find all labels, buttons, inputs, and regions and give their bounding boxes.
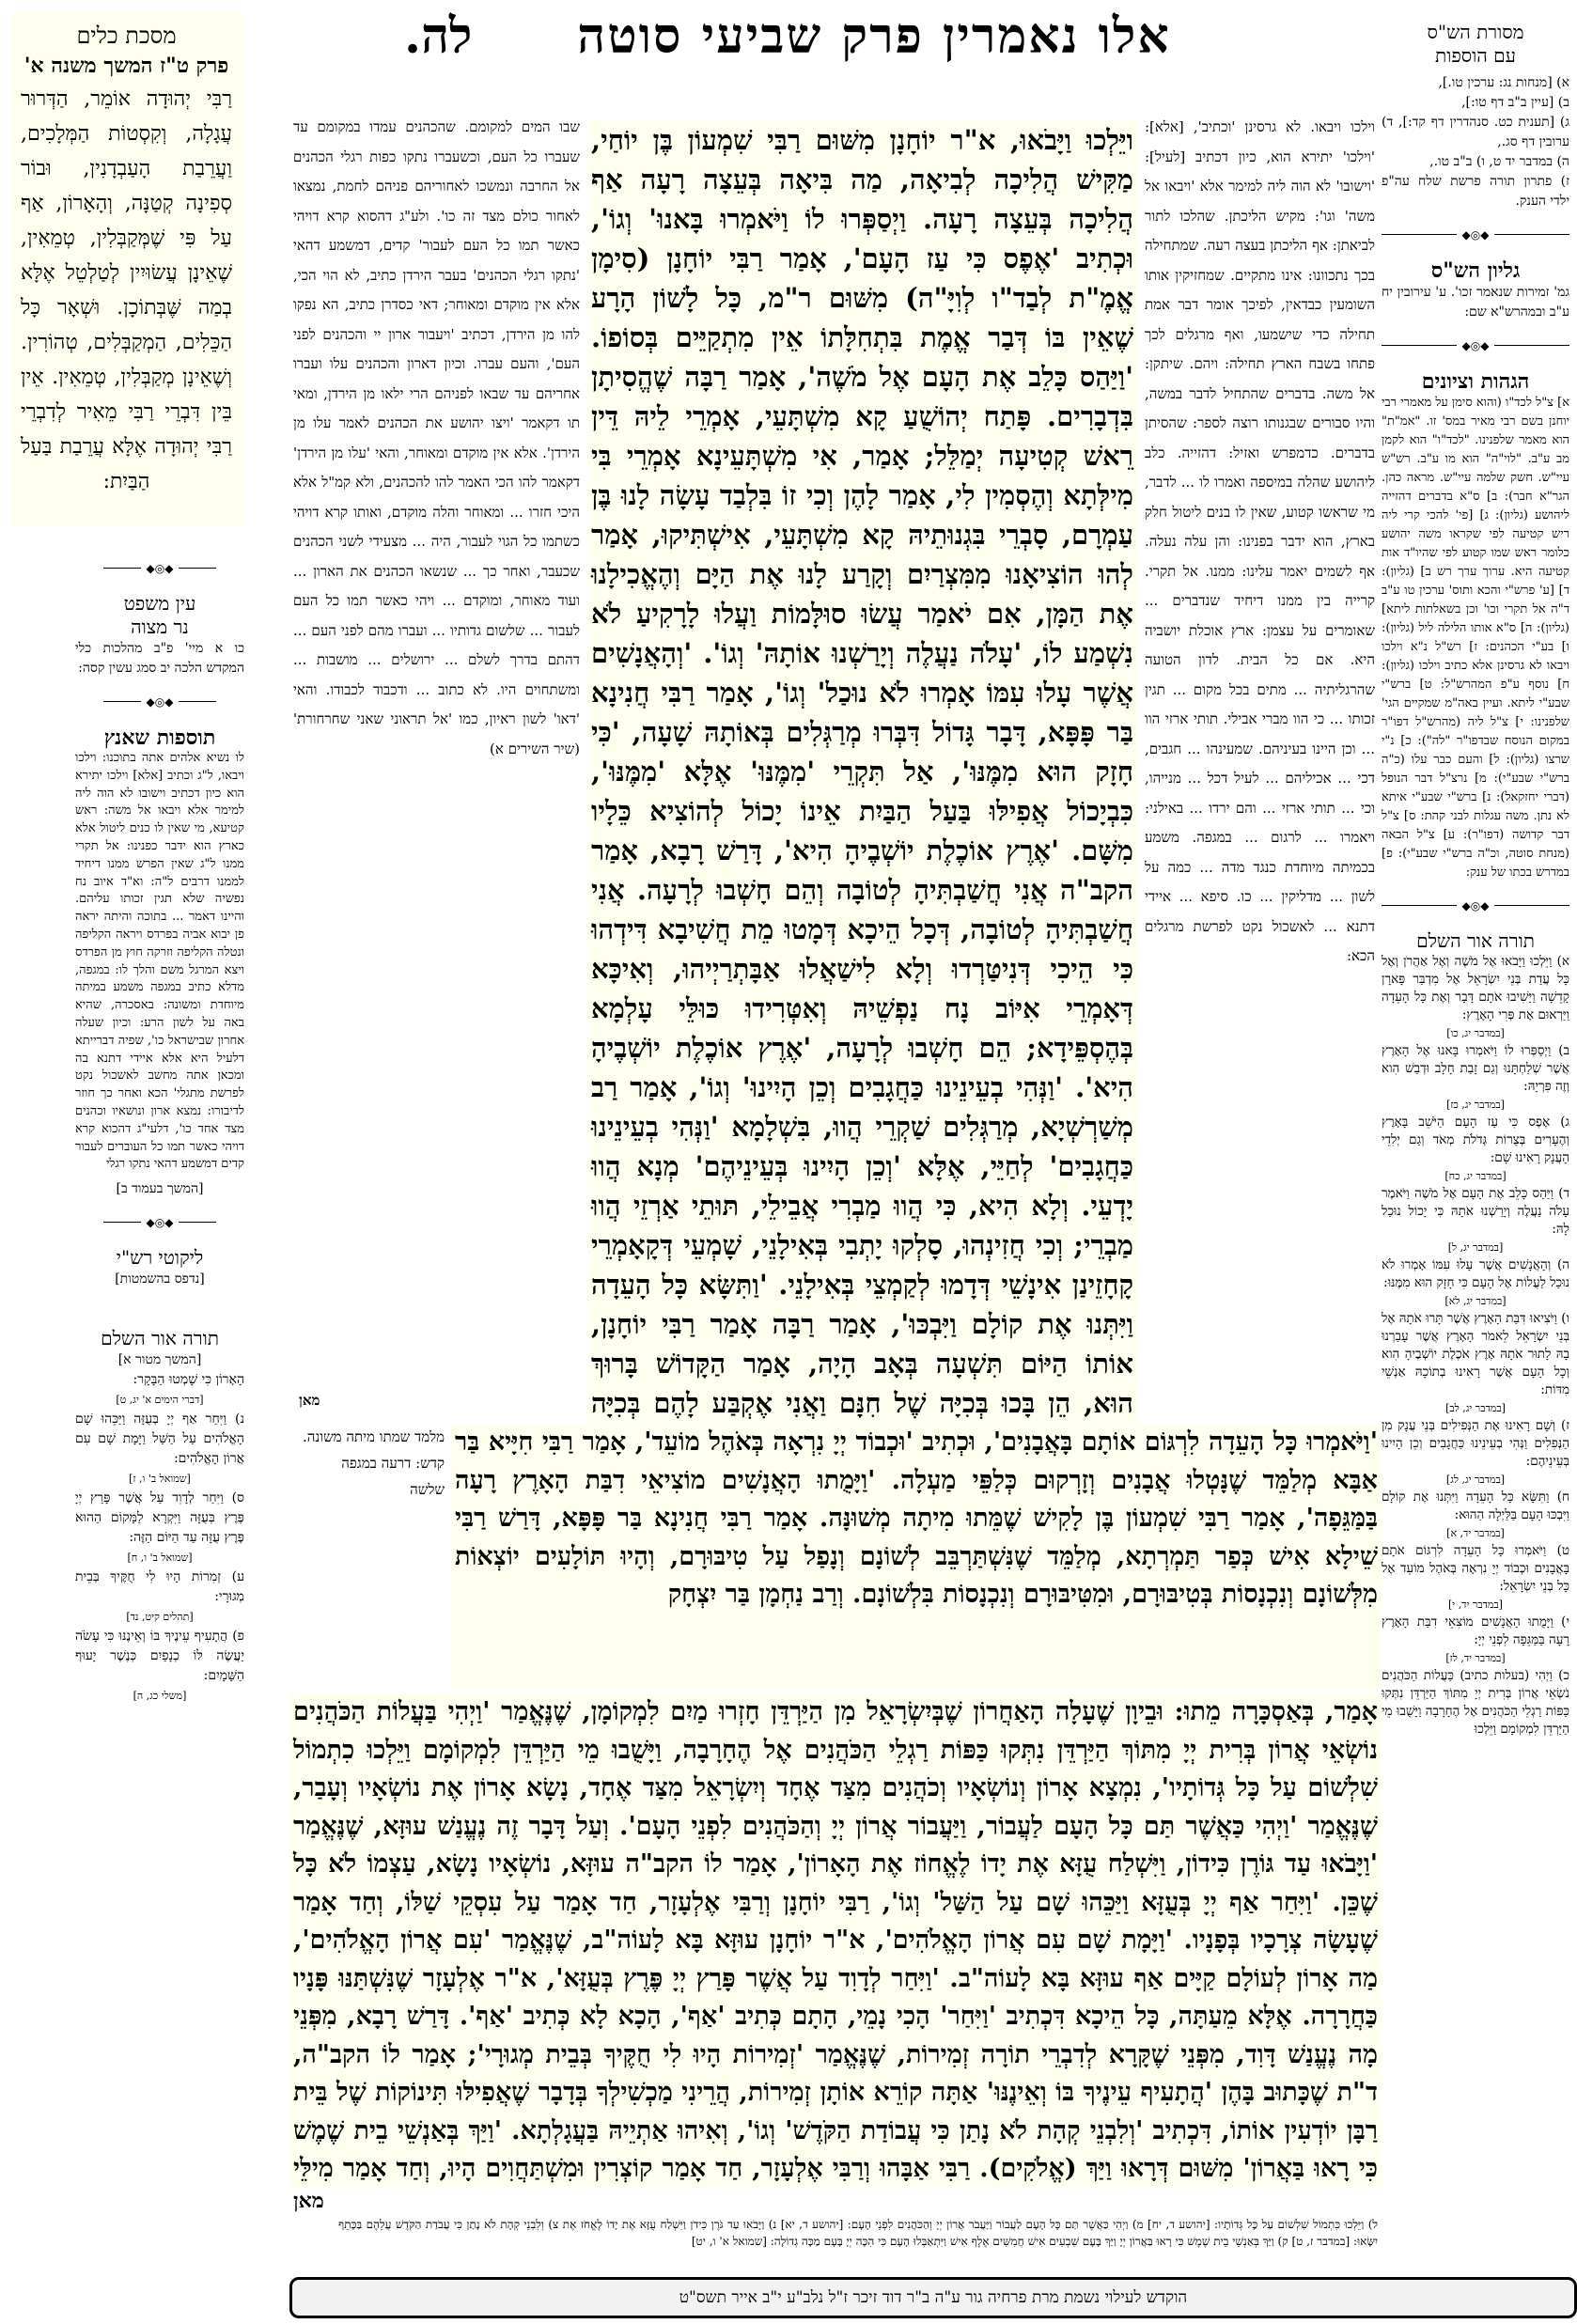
ornament-divider xyxy=(1382,339,1569,352)
torah-or-entry xyxy=(1382,1042,1569,1114)
torah-or-entry xyxy=(75,1489,244,1568)
torah-or-left-entries xyxy=(75,1370,244,1706)
torah-or-title: תורה אור השלם xyxy=(1416,929,1535,952)
rashi-commentary: וילכו ויבאו. לא גרסינן 'וכתיב', [אלא]: 'וילכו' יתירא הוא, כיון דכתיב [לעיל]: 'וישובו' לא הוה ליה למימר אלא 'ויבאו אל משה' וגו': מקיש הליכתן. שהלכו לתור לביאתן: אף הליכתן בעצה רעה. שמתחילה בכך נתכוונו: אינו מתקיים. שמחזיקין אותו השומעין כבדאין, לפיכך אומר דבר אמת תחילה כדי שישמעו, ואף מרגלים לכך פתחו בשבח הארץ תחילה: ויהם. שיתקן: אל משה. בדברים שהתחיל לדבר במשה, והיו סבורים שבגנותו רוצה לספר: שהסיתן בדברים. כדמפרש ואזיל: דהזייה. כלב ליהושע שהלה במיספה ואמרו לו ... לדבר, מי שראשו קטוע, שאין לו בנים ליטול חלק בארץ, הוא ידבר בפנינו: והן עלה נעלה. אף לשמים יאמר עלינו: ממנו. אל תקרי. קרייה בין ממנו דיחיד שנדברים ... שאומרים על עצמן: ארץ אוכלת יושביה היא. אם כל הבית. לדון הטועה שהרגליתיה ... מתים בכל מקום ... תגין זכותו ... כי הוו מברי אבילי. תותי ארזי הוו ... וכן היינו בעיניהם. שמעינהו ... חגבים, דכי ... אכיליהם ... לעיל דכל ... מנייהו, וכי ... תותי ארזי ... והם ירדו ... באילני: ויאמרו ... לרגום ... במגפה. משמע בכמיתה מיוחדת כנגד מדה ... כמה על לשון ... מדליקין ... כו. סיפא ... איידי דתנא ... לאשכול נקט לפרשת מרגלים הכא: xyxy=(1145,118,1375,964)
verse-text: ב) וַיְסַפְּרוּ לוֹ וַיֹּאמְרוּ בָּאנוּ אֶל הָאָרֶץ אֲשֶׁר שְׁלַחְתָּנוּ וְגַם זָבַת חָלָב וּדְבַשׁ הִוא וְזֶה פִּרְיָהּ: xyxy=(1382,1043,1569,1094)
torah-or-entry xyxy=(75,1627,244,1706)
verse-reference: [משלי כג, ה] xyxy=(133,1690,187,1703)
gemara-text-bottom: אָמַר, בְּאַסְכָּרָה מֵתוּ: וּבֵיוָן שֶׁעָלָה הָאַחֲרוֹן שֶׁבְּיִשְׂרָאֵל מִן הַיַּרְדֵּן חָזְרוּ מַיִם לִמְקוֹמָן, שֶׁנֶּאֱמַר 'וַיְהִי בַּעֲלוֹת הַכֹּהֲנִים נוֹשְׂאֵי אֲרוֹן בְּרִית יְיָ מִתּוֹךְ הַיַּרְדֵּן נִתְּקוּ כַּפּוֹת רַגְלֵי הַכֹּהֲנִים אֶל הֶחָרָבָה, וַיָּשֻׁבוּ מֵי הַיַּרְדֵּן לִמְקוֹמָם וַיֵּלְכוּ כִתְמוֹל שִׁלְשׁוֹם עַל כָּל גְּדוֹתָיו', נִמְצָא אָרוֹן וְנוֹשְׂאָיו וְכֹהֲנִים מִצַּד אֶחָד וְיִשְׂרָאֵל מִצַּד אֶחָד, נָשָׂא אָרוֹן אֶת נוֹשְׂאָיו וְעָבַר, שֶׁנֶּאֱמַר 'וַיְהִי כַּאֲשֶׁר תַּם כָּל הָעָם לַעֲבוֹר, וַיַּעֲבוֹר אֲרוֹן יְיָ וְהַכֹּהֲנִים לִפְנֵי הָעָם'. וְעַל דָּבָר זֶה נֶעֱנַשׁ עוּזָּא, שֶׁנֶּאֱמַר 'וַיָּבֹאוּ עַד גּוֹרֶן כִּידוֹן, וַיִּשְׁלַח עֻזָּא אֶת יָדוֹ לֶאֱחוֹז אֶת הָאָרוֹן', אָמַר לוֹ הקב"ה עוּזָּא, נוֹשְׂאָיו נָשָׂא, עַצְמוֹ לֹא כָּל שֶׁכֵּן. 'וַיִּחַר אַף יְיָ בְּעֻזָּא וַיַּכֵּהוּ שָׁם עַל הַשַּׁל' וְגוֹ', רַבִּי יוֹחָנָן וְרַבִּי אֶלְעָזָר, חַד אָמַר עַל עִסְקֵי שַׁלּוֹ, וְחַד אָמַר שֶׁעָשָׂה צְרָכָיו בְּפָנָיו. 'וַיָּמָת שָׁם עִם אֲרוֹן הָאֱלֹהִים', א"ר יוֹחָנָן עוּזָּא בָּא לָעוֹה"ב, שֶׁנֶּאֱמַר 'עִם אֲרוֹן הָאֱלֹהִים', מַה אָרוֹן לְעוֹלָם קַיָּים אַף עוּזָּא בָּא לָעוֹה"ב. 'וַיִּחַר לְדָוִד עַל אֲשֶׁר פָּרַץ יְיָ פֶּרֶץ בְּעֻזָּא', א"ר אֶלְעָזָר שֶׁנִּשְׁתַּנּוּ פָּנָיו כַּחֲרָרָה. אֶלָּא מֵעַתָּה, כָּל הֵיכָא דִּכְתִיב 'וַיִּחַר' הָכִי נָמֵי, הָתָם כְּתִיב 'אַף', הָכָא לָא כְּתִיב 'אַף'. דָּרַשׁ רָבָא, מִפְּנֵי מָה נֶעֱנַשׁ דָּוִד, מִפְּנֵי שֶׁקָּרָא לְדִבְרֵי תוֹרָה זְמִירוֹת, שֶׁנֶּאֱמַר 'זְמִירוֹת הָיוּ לִי חֻקֶּיךָ בְּבֵית מְגוּרָי'; אָמַר לוֹ הקב"ה, ד"ת שֶׁכָּתוּב בָּהֶן 'הֲתָעִיף עֵינֶיךָ בּוֹ וְאֵינֶנּוּ' אַתָּה קוֹרֵא אוֹתָן זְמִירוֹת, הֲרֵינִי מַכְשִׁילְךָ בְּדָבָר שֶׁאֲפִילּוּ תִּינוֹקוֹת שֶׁל בֵּית רַבָּן יוֹדְעִין אוֹתוֹ, דִּכְתִיב 'וְלִבְנֵי קְהָת לֹא נָתַן כִּי עֲבוֹדַת הַקֹּדֶשׁ' וְגוֹ', וְאִיהוּ אַתְיֵיהּ בַּעֲגָלְתָא. 'וַיַּךְ בְּאַנְשֵׁי בֵית שֶׁמֶשׁ כִּי רָאוּ בַּאֲרוֹן' מִשּׁוּם דְּרָאוּ וַיַּךְ (אֱלֹקִים). רַבִּי אַבָּהוּ וְרַבִּי אֶלְעָזָר, חַד אָמַר קוֹצְרִין וּמִשְׁתַּחֲוִים הָיוּ, וְחַד אָמַר מִילֵּי xyxy=(289,1693,1382,2188)
verse-text: ט) וַיֹּאמְרוּ כָּל הָעֵדָה לִרְגּוֹם אֹתָם בָּאֲבָנִים וּכְבוֹד יְיָ נִרְאָה בְּאֹהֶל מוֹעֵד אֶל כָּל בְּנֵי יִשְׂרָאֵל: xyxy=(1382,1543,1569,1594)
verse-reference: [שמואל ב' ו, ז] xyxy=(129,1473,191,1486)
torah-or-entries xyxy=(1382,953,1569,1739)
torah-or-entry xyxy=(1382,1417,1569,1489)
verse-reference: [תהלים קיט, נד] xyxy=(126,1611,194,1624)
ornament-icon: ◆◎◆ xyxy=(141,1216,179,1229)
likutei-rashi-title: ליקוטי רש"י xyxy=(116,1246,204,1270)
gemara-catchword: מאן xyxy=(293,2189,324,2213)
gilyon-title: גליון הש"ס xyxy=(1430,258,1521,283)
dedication-text: הוקדש לעילוי נשמת מרת פרחיה גור ע"ה ב"ר דוד זיכר ז"ל נלב"ע י"ב אייר תשס"ט xyxy=(679,2288,1188,2307)
ornament-icon: ◆◎◆ xyxy=(1457,899,1494,912)
tosafot-melamed xyxy=(289,1424,445,1690)
verse-text: הָאָרוֹן כִּי שָׁמְטוּ הַבָּקָר: xyxy=(133,1372,244,1388)
mesoret-entry: ז) פתרון תורה פרשת שלח עה"פ ילדי הענק. xyxy=(1382,174,1569,209)
torah-or-entry xyxy=(1382,1489,1569,1542)
torah-or-entry xyxy=(1382,953,1569,1042)
torah-or-entry xyxy=(75,1410,244,1489)
tosafot-shantz-title: תוספות שאנץ xyxy=(103,725,216,750)
page-number: לה. xyxy=(404,8,473,65)
gemara-text-middle: 'וַיֹּאמְרוּ כָּל הָעֵדָה לִרְגּוֹם אוֹתָם בָּאֲבָנִים', וּכְתִיב 'וּכְבוֹד יְיָ נִרְאָה בְּאֹהֶל מוֹעֵד', אָמַר רַבִּי חִיָּיא בַּר אַבָּא מְלַמֵּד שֶׁנָּטְלוּ אֲבָנִים וְזָרְקוּם כְּלַפֵּי מַעְלָה. 'וַיָּמֻתוּ הָאֲנָשִׁים מוֹצִיאֵי דִבַּת הָאָרֶץ רָעָה בַּמַּגֵּפָה', אָמַר רַבִּי שִׁמְעוֹן בֶּן לָקִישׁ שֶׁמֵּתוּ מִיתָה מְשׁוּנָּה. אָמַר רַבִּי חֲנִינָא בַּר פָּפָּא, דָּרַשׁ רַבִּי שֵׁילָא אִישׁ כְּפַר תַּמְרְתָא, מְלַמֵּד שֶׁנִּשְׁתַּרְבֵּב לְשׁוֹנָם וְנָפַל עַל טִיבּוּרָם, וְהָיוּ תּוֹלָעִים יוֹצְאוֹת מִלְּשׁוֹנָם וְנִכְנָסוֹת בְּטִיבּוּרָם, וּמִטִּיבּוּרָם וְנִכְנָסוֹת בִּלְשׁוֹנָם. וְרַב נַחְמָן בַּר יִצְחָק xyxy=(451,1424,1382,1690)
verse-reference: [במדבר יג, לג] xyxy=(1445,1474,1506,1486)
torah-or-entry xyxy=(1382,1667,1569,1739)
verse-reference: [דברי הימים א' יג, ט] xyxy=(116,1394,204,1407)
verse-reference: [במדבר יד, לז] xyxy=(1445,1652,1506,1664)
verse-reference: [במדבר יד, י] xyxy=(1448,1599,1503,1611)
mesoret-entry: ה) במדבר יד ט, ו) ב"ב טו., xyxy=(1429,154,1569,169)
torah-or-entry xyxy=(1382,1256,1569,1310)
melamed-text: מלמד שמתו מיתה משונה. קדש: דרעה במגפה xyxy=(302,1428,445,1472)
torah-or-left-continued: [המשך מטור א] xyxy=(117,1352,202,1368)
mesoret-subtitle: עם הוספות xyxy=(1435,44,1516,67)
mesoret-entries xyxy=(1382,73,1569,211)
ornament-divider xyxy=(103,695,216,709)
dedication-footer xyxy=(289,2277,1577,2318)
ornament-icon: ◆◎◆ xyxy=(1457,228,1494,242)
verse-reference: [במדבר יג, כו] xyxy=(1446,1027,1505,1039)
verse-text: ה) וְהָאֲנָשִׁים אֲשֶׁר עָלוּ עִמּוֹ אָמְרוּ לֹא נוּכַל לַעֲלוֹת אֶל הָעָם כִּי חָזָק הוּא מִמֶּנּוּ: xyxy=(1382,1257,1569,1290)
tosafot-shantz-continued: [המשך בעמוד ב] xyxy=(116,1181,204,1197)
ornament-icon: ◆◎◆ xyxy=(141,695,179,709)
bottom-torah-or-notes: ל) וַיֵּלְכוּ כִּתְמוֹל שִׁלְשׁוֹם עַל כָּל גְּדוֹתָיו: [יהושע ד, יח] מ) וַיְהִי כַּאֲשֶׁר תַּם כָּל הָעָם לַעֲבוֹר וַיַּעֲבֹר אֲרוֹן יְיָ וְהַכֹּהֲנִים לִפְנֵי הָעָם: [יהושע ד, יא] נ) וַיָּבֹאוּ עַד גֹּרֶן כִּידֹן וַיִּשְׁלַח עֻזָּא אֶת יָדוֹ לֶאֱחֹז אֶת צ) וְלִבְנֵי קְהָת לֹא נָתַן כִּי עֲבֹדַת הַקֹּדֶשׁ עֲלֵהֶם בַּכָּתֵף יִשָּׂאוּ: [במדבר ז, ט] ק) וַיַּךְ בְּאַנְשֵׁי בֵית שֶׁמֶשׁ כִּי רָאוּ בַּאֲרוֹן יְיָ וַיַּךְ בָּעָם שִׁבְעִים אִישׁ חֲמִשִּׁים אֶלֶף אִישׁ וַיִּתְאַבְּלוּ הָעָם כִּי הִכָּה יְיָ בָּעָם מַכָּה גְדוֹלָה: [שמואל א' ו, יט] xyxy=(338,2218,1378,2248)
ein-mishpat-text: כו א מיי' פ"ב מהלכות כלי המקדש הלכה יב סמג עשין קסה: xyxy=(75,641,244,676)
torah-or-entry xyxy=(1382,1614,1569,1667)
ein-mishpat-subtitle: נר מצוה xyxy=(131,616,189,638)
verse-text: א) וַיֵּלְכוּ וַיָּבֹאוּ אֶל מֹשֶׁה וְאֶל אַהֲרֹן וְאֶל כָּל עֲדַת בְּנֵי יִשְׂרָאֵל אֶל מִדְבַּר פָּארָן קָדֵשָׁה וַיָּשִׁיבוּ אֹתָם דָּבָר וְאֶת כָּל הָעֵדָה וַיַּרְאוּם אֶת פְּרִי הָאָרֶץ: xyxy=(1382,954,1569,1022)
left-margin-column xyxy=(75,545,244,2265)
melamed-catch: שלשה xyxy=(410,1481,445,1498)
likutei-rashi-subtitle: [נדפס בהשמטות] xyxy=(115,1271,205,1287)
tosafot-shantz-text: לו נשיא אלהים אתה בתוכנו: וילכו ויבאו, ל"ג וכתיב [אלא] וילכו יתירא הוא כיון דכתיב וישובו לא הוה ליה למימר אלא ויבאו אל משה: ראש קטיעא, מי שאין לו כנים ליטול אלא כארץ הוא ידבר כפנינו: אל תקרי ממנו ל"ג שאין הפרש ממנו דיחיד לממנו דרבים ל"ה: וא"ד איוב נח נפשיה שלא תגין זכותו עליהם. והיינו דאמר ... בתוכה והיתה יראה פן יבוא אביה בפרדס ויראה הקליפה ונטלה הקליפה וזרקה חוץ מן הפרדס ויצא המרגל משם והלך לו: במגפה, מדלא כתיב במגפה משמע במיתה מיוחדת ומשונה: באסכרה, שהיא באה על לשון הרע: וכיון שעלה אחרון שבישראל כו', שפיה דברייתא דלעיל היא אלא איידי דתנא בה ומכאן אתה מחשב לאשכול נקט לפרשת מתגלי' הכא ואחר כך חוזר לדיבורו: נמצא ארון ונושאיו וכהנים מצד אחד כו', דלעי"ג דהכוא קרא דויהי כאשר תמו כל העוברים לעבור קדים דמשמע דהאי נתקו רגלי xyxy=(75,751,244,1172)
ornament-icon: ◆◎◆ xyxy=(141,562,179,575)
verse-text: ד) וַיַּהַס כָּלֵב אֶת הָעָם אֶל מֹשֶׁה וַיֹּאמֶר עָלֹה נַעֲלֶה וְיָרַשְׁנוּ אֹתָהּ כִּי יָכוֹל נוּכַל לָהּ: xyxy=(1382,1186,1569,1237)
verse-text: כ) וַיְהִי (בעלות כתיב) כַּעֲלוֹת הַכֹּהֲנִים נֹשְׂאֵי אֲרוֹן בְּרִית יְיָ מִתּוֹךְ הַיַּרְדֵּן נִתְּקוּ כַּפּוֹת רַגְלֵי הַכֹּהֲנִים אֶל הֶחָרָבָה וַיָּשֻׁבוּ מֵי הַיַּרְדֵּן לִמְקוֹמָם וַיֵּלְכוּ xyxy=(1382,1668,1569,1737)
gemara-text-top: ויֵּלְכוּ וַיָּבֹאוּ, א"ר יוֹחָנָן מִשּׁוּם רַבִּי שִׁמְעוֹן בֶּן יוֹחַי, מַקִּישׁ הֲלִיכָה לְבִיאָה, מַה בִּיאָה בְּעֵצָה רָעָה אַף הֲלִיכָה בְּעֵצָה רָעָה. וַיְסַפְּרוּ לוֹ וַיֹּאמְרוּ בָּאנוּ' וְגוֹ', וּכְתִיב 'אֶפֶס כִּי עַז הָעָם', אָמַר רַבִּי יוֹחָנָן (סִימָן אֱמֶ"ת לְבַד"ו לְוִיָּ"ה) מִשּׁוּם ר"מ, כָּל לָשׁוֹן הָרָע שֶׁאֵין בּוֹ דְּבַר אֱמֶת בִּתְחִלָּתוֹ אֵין מִתְקַיֵּים בְּסוֹפוֹ. 'וַיַּהַס כָּלֵב אֶת הָעָם אֶל מֹשֶׁה', אָמַר רַבָּה שֶׁהֱסִיתָן בִּדְבָרִים. פָּתַח יְהוֹשֻׁעַ קָא מִשְׁתָּעֵי, אָמְרֵי לֵיהּ דֵּין רֵאשׁ קְטִיעָה יְמַלֵּל; אָמַר, אִי מִשְׁתָּעֵינָא אָמְרֵי בִּי מִילְּתָא וְהֶסְמִין לִי, אָמַר לָהֶן וְכִי זוֹ בִּלְבַד עָשָׂה לָנוּ בֶּן עַמְרָם, סָבְרֵי בִּגְנוּתֵיהּ קָא מִשְׁתָּעֵי, אִישְׁתִּיקוּ, אָמַר לְהוּ הוֹצִיאָנוּ מִמִּצְרַיִם וְקָרַע לָנוּ אֶת הַיָּם וְהֶאֱכִילָנוּ אֶת הַמָּן, אִם יֹאמַר עֲשׂוּ סוּלָּמוֹת וַעֲלוּ לָרָקִיעַ לֹא נִשְׁמַע לוֹ, 'עָלֹה נַעֲלֶה וְיָרַשְׁנוּ אוֹתָהּ' וְגוֹ'. 'וְהָאֲנָשִׁים אֲשֶׁר עָלוּ עִמּוֹ אָמְרוּ לֹא נוּכַל' וְגוֹ', אָמַר רַבִּי חֲנִינָא בַּר פָּפָּא, דָּבָר גָּדוֹל דִּבְּרוּ מְרַגְּלִים בְּאוֹתָהּ שָׁעָה, 'כִּי חָזָק הוּא מִמֶּנּוּ', אַל תִּקְרֵי 'מִמֶּנּוּ' אֶלָּא 'מִמֶּנּוּ', כִּבְיָכוֹל אֲפִילּוּ בַּעַל הַבַּיִת אֵינוֹ יָכוֹל לְהוֹצִיא כֵּלָיו מִשָּׁם. 'אֶרֶץ אוֹכֶלֶת יוֹשְׁבֶיהָ הִיא', דָּרַשׁ רָבָא, אָמַר הקב"ה אֲנִי חֲשַׁבְתִּיהָ לְטוֹבָה וְהֵם חָשְׁבוּ לְרָעָה. אֲנִי חֲשַׁבְתִּיהָ לְטוֹבָה, דְּכָל הֵיכָא דְּמָטוּ מֵת חֲשִׁיבָא דִּידְהוּ כִּי הֵיכִי דְּנִיטַּרְדוּ וְלָא לִישַׁאֲלוּ אַבָּתְרַיְיהוּ, וְאִיכָּא דְּאָמְרֵי אִיּוֹב נָח נַפְשֵׁיהּ וְאִטְּרִידוּ כּוּלֵּי עָלְמָא בְּהֶסְפֵּידָא; הֵם חָשְׁבוּ לְרָעָה, 'אֶרֶץ אוֹכֶלֶת יוֹשְׁבֶיהָ הִיא'. 'וַנְּהִי בְעֵינֵינוּ כַּחֲגָבִים וְכֵן הָיִינוּ' וְגוֹ', אָמַר רַב מְשַׁרְשְׁיָא, מְרַגְּלִים שַׁקְרֵי הֲווּ, בִּשְׁלָמָא 'וַנְּהִי בְעֵינֵינוּ כַּחֲגָבִים' לְחַיֵּי, אֶלָּא 'וְכֵן הָיִינוּ בְּעֵינֵיהֶם' מְנָא הֲווּ יָדְעֵי. וְלָא הִיא, כִּי הֲווּ מַבְרִי אֲבֵילֵי, תּוּתֵי אַרְזֵי הֲווּ מַבְרֵי; וְכִי חֲזִינְהוּ, סָלְקוּ יָתְבִי בְּאִילָנֵי, שָׁמְעֵי דְּקָאָמְרֵי קָחָזֵינַן אִינָשֵׁי דְּדָמוּ לְקַמְצֵי בְּאִילָנֵי. 'וַתִּשָּׂא כָּל הָעֵדָה וַיִּתְּנוּ אֶת קוֹלָם וַיִּבְכּוּ', אָמַר רַבָּה אָמַר רַבִּי יוֹחָנָן, אוֹתוֹ הַיּוֹם תִּשְׁעָה בְּאָב הָיָה, אָמַר הַקָּדוֹשׁ בָּרוּךְ הוּא, הֵן בָּכוּ בְּכִיָּה שֶׁל חִנָּם וַאֲנִי אֶקְבַּע לָהֶם בְּכִיָּה xyxy=(587,120,1137,1423)
verse-reference: [במדבר יג, כז] xyxy=(1446,1099,1505,1111)
tosafot-catchword: מאן xyxy=(299,1389,320,1412)
ornament-icon: ◆◎◆ xyxy=(1457,339,1494,352)
torah-or-entry xyxy=(1382,1185,1569,1256)
page-title: אלו נאמרין פרק שביעי סוטה xyxy=(577,8,1171,65)
verse-reference: [שמואל ב' ו, ח] xyxy=(127,1552,193,1565)
torah-or-entry xyxy=(75,1370,244,1410)
mishnah-tractate: מסכת כלים xyxy=(76,23,177,49)
mesoret-entry: ג) [תענית כט. סנהדרין דף קד:], ד) ערובין דף סג., xyxy=(1382,115,1569,149)
right-margin-column xyxy=(1382,21,1569,2201)
mesoret-title: מסורת הש"ס xyxy=(1427,21,1524,43)
ornament-divider xyxy=(1382,228,1569,242)
gilyon-text: גמ' זמירות שנאמר זכו'. ע' עירובין יח ע"ב ובמהרש"א שם: xyxy=(1382,285,1569,320)
verse-text: ג) אֶפֶס כִּי עַז הָעָם הַיֹּשֵׁב בָּאָרֶץ וְהֶעָרִים בְּצֻרוֹת גְּדֹלֹת מְאֹד וְגַם יְלִדֵי הָעֲנָק רָאִינוּ שָׁם: xyxy=(1382,1115,1569,1165)
ein-mishpat-title: עין משפט xyxy=(123,592,196,615)
torah-or-left-title: תורה אור השלם xyxy=(101,1327,219,1350)
verse-reference: [במדבר יג, ל] xyxy=(1447,1241,1504,1254)
ornament-divider xyxy=(103,562,216,575)
verse-reference: [במדבר יג, לב] xyxy=(1445,1402,1506,1414)
tosafot-commentary: שבו המים למקומם. שהכהנים עמדו במקומם עד שעברו כל העם, וכשעברו נתקו כפות רגלי הכהנים אל החרבה ונמשכו לאחוריהם פניהם לחמת, נמצאו לאחור כולם מצד זה כו'. ולע"ג דהסוא קרא דויהי כאשר תמו כל העם לעבור' קדים, דמשמע דהאי 'נתקו רגלי הכהנים' בעבר הירדן כתיב, לא הוי הכי, אלא אין מוקדם ומאוחר; דאי כסדרן כתיב, הא נפקו להו מן הירדן, דכתיב 'ויעבור ארון יי והכהנים לפני העם', והעם עברו. וכיון דארון והכהנים עלו ועברו אחריהם עד שבאו לפניהם הרי ילאו מן הירדן, ומאי תו דקאמר 'ויצו יהושע את הכהנים לאמר עלו מן הירדן'. אלא אין מוקדם ומאוחר, והאי 'עלו מן הירדן' דקאמר להו הכי האמר להו להכהנים, ולא קמ"ל אלא היכי חזרו ... ומאוחר והלה מוקדם, ואותו קרא דויהי כשתמו כל הגוי לעבור, היה ... מצעידי לשני הכהנים שכעבר, ואחר כך ... שנשאו הכהנים את הארון ... ועוד מאוחר, ומוקדם ... ויהי כאשר תמו כל העם לעבור ... שלשום גדותיו ... ועברו מהם לפני העם ... דהתם בדרך לשלם ... ירושלים ... מושבות ... ומשתחוים היו. לא כתוב ... ודכבוד לכבודו. והאי 'דאו' לשון ראיון, כמו 'אל תראוני שאני שחרחורת' (שיר השירים א) xyxy=(293,118,580,757)
mishnah-text: רַבִּי יְהוּדָה אוֹמֵר, הַדְּרוּר עֲגָלָה, וְקִסְטוֹת הַמְּלָכִים, וַעֲרֵבַת הָעַבְדָנִין, וּבוֹר סְפִינָה קְטַנָּה, וְהָאָרוֹן, אַף עַל פִּי שֶׁמְּקַבְּלִין, טְמֵאִין, שֶׁאֵינָן עֲשׂוּיִין לְטַלְטֵל אֶלָּא בְמַה שֶּׁבְּתוֹכָן. וּשְׁאָר כָּל הַכֵּלִים, הַמְקַבְּלִים, טְהוֹרִין. וְשֶׁאֵינָן מְקַבְּלִין, טְמֵאִין. אֵין בֵּין דִּבְרֵי רַבִּי מֵאִיר לְדִבְרֵי רַבִּי יְהוּדָה אֶלָּא עֲרֵבַת בַּעַל הַבַּיִת: xyxy=(21,87,232,493)
hagahot-title: הגהות וציונים xyxy=(1421,369,1530,394)
verse-text: ע) זְמִרוֹת הָיוּ לִי חֻקֶּיךָ בְּבֵית מְגוּרָי: xyxy=(75,1569,244,1605)
verse-text: י) וַיָּמֻתוּ הָאֲנָשִׁים מוֹצִאֵי דִבַּת הָאָרֶץ רָעָה בַּמַּגֵּפָה לִפְנֵי יְיָ: xyxy=(1382,1614,1569,1647)
torah-or-entry xyxy=(1382,1542,1569,1614)
verse-text: ו) וַיֹּצִיאוּ דִּבַּת הָאָרֶץ אֲשֶׁר תָּרוּ אֹתָהּ אֶל בְּנֵי יִשְׂרָאֵל לֵאמֹר הָאָרֶץ אֲשֶׁר עָבַרְנוּ בָהּ לָתוּר אֹתָהּ אֶרֶץ אֹכֶלֶת יוֹשְׁבֶיהָ הִוא וְכָל הָעָם אֲשֶׁר רָאִינוּ בְתוֹכָהּ אַנְשֵׁי מִדּוֹת: xyxy=(1382,1311,1569,1397)
verse-reference: [במדבר יג, כח] xyxy=(1444,1170,1507,1182)
mishnah-box xyxy=(11,13,242,525)
mishnah-subtitle: פרק ט"ז המשך משנה א' xyxy=(23,54,229,78)
torah-or-entry xyxy=(1382,1114,1569,1185)
mesoret-entry: ב) [עיין ב"ב דף טו:], xyxy=(1461,95,1569,110)
hagahot-text: א] צ"ל לכד"ו (והוא סימן על מאמרי רבי יוחנן בשם רבי מאיר במס' זו. "אמ"ת" הוא מאמר שלפנינו. "לכד"ו" הוא לקמן מב ע"ב. "לוי"ה" הוא מו ע"ב. רש"ש עיי"ש. חשק שלמה עיי"ש. מראה כהן. הגר"א חבר): ב] ס"א בדברים דהזייה ליהושע (גליון): ג] [פי' להכי קרי ליה ריש קטיעה לפי שקראו משה יהושע כלומר ראש שמו קטוע לפי שהיו"ד אות קטיעה היא. ערוך ערך רש ב] (גליון): ד] [ע' פרש"י והכא ותוס' ערכין טו ע"ב ד"ה אל תקרי וכו' וכן בשאלתות ליתא] (גליון): ה] ס"א אותו הלילה ליל (גליון): ו] בע"י הכהנים: ז] רש"ל נ"א וילכו ויבאו לא גרסינן אלא כתיב וילכו (גליון): ח] נוסף ע"פ המהרש"ל: ט] ברש"י שבע"י ליתא. ועיין באה"מ שמקיים הגי' שלפנינו: י] צ"ל ליה (מהרש"ל דפו"ר במקום הנוסח שבדפו"ר "לה"): כ] נ"י שרצו (גליון): ל] והעם כבר עלו (כ"ה ברש"י שבע"י): מ] נרצ"ל דבר הנופל (דברי יחזקאל): נ] ברש"י שבע"י איתא לא נתן. משה עגלות לבני קהת: ס] צ"ל דבר קדושה (דפו"ר): ע] צ"ל הבאה (מנחת סוטה, וכ"ה ברש"י שבע"י): פ] במדרש בכתו של ענק: xyxy=(1382,396,1569,880)
verse-reference: [במדבר יג, לא] xyxy=(1444,1295,1507,1307)
verse-text: פ) הֲתָעִיף עֵינֶיךָ בּוֹ וְאֵינֶנּוּ כִּי עָשֹׂה יַעֲשֶׂה לּוֹ כְנָפַיִם כְּנֶשֶׁר יָעוּף הַשָּׁמָיִם: xyxy=(75,1629,244,1684)
verse-reference: [במדבר יד, א] xyxy=(1446,1527,1505,1539)
verse-text: ח) וַתִּשָּׂא כָּל הָעֵדָה וַיִּתְּנוּ אֶת קוֹלָם וַיִּבְכּוּ הָעָם בַּלַּיְלָה הַהוּא: xyxy=(1382,1490,1569,1522)
mesoret-entry: א) [מנחות נג: ערכין טו.], xyxy=(1438,75,1569,90)
verse-text: ז) וְשָׁם רָאִינוּ אֶת הַנְּפִילִים בְּנֵי עֲנָק מִן הַנְּפִלִים וַנְּהִי בְעֵינֵינוּ כַּחֲגָבִים וְכֵן הָיִינוּ בְּעֵינֵיהֶם: xyxy=(1382,1418,1569,1469)
torah-or-entry xyxy=(75,1568,244,1627)
torah-or-entry xyxy=(1382,1310,1569,1417)
ornament-divider xyxy=(1382,899,1569,912)
ornament-divider xyxy=(103,1216,216,1229)
verse-text: נ) וַיִּחַר אַף יְיָ בְּעֻזָּה וַיַּכֵּהוּ שָׁם הָאֱלֹהִים עַל הַשַּׁל וַיָּמָת שָׁם עִם אֲרוֹן הָאֱלֹהִים: xyxy=(75,1412,244,1467)
verse-text: ס) וַיִּחַר לְדָוִד עַל אֲשֶׁר פָּרַץ יְיָ פֶּרֶץ בְּעֻזָּה וַיִּקְרָא לַמָּקוֹם הַהוּא פֶּרֶץ עֻזָּה עַד הַיּוֹם הַזֶּה: xyxy=(75,1490,244,1546)
